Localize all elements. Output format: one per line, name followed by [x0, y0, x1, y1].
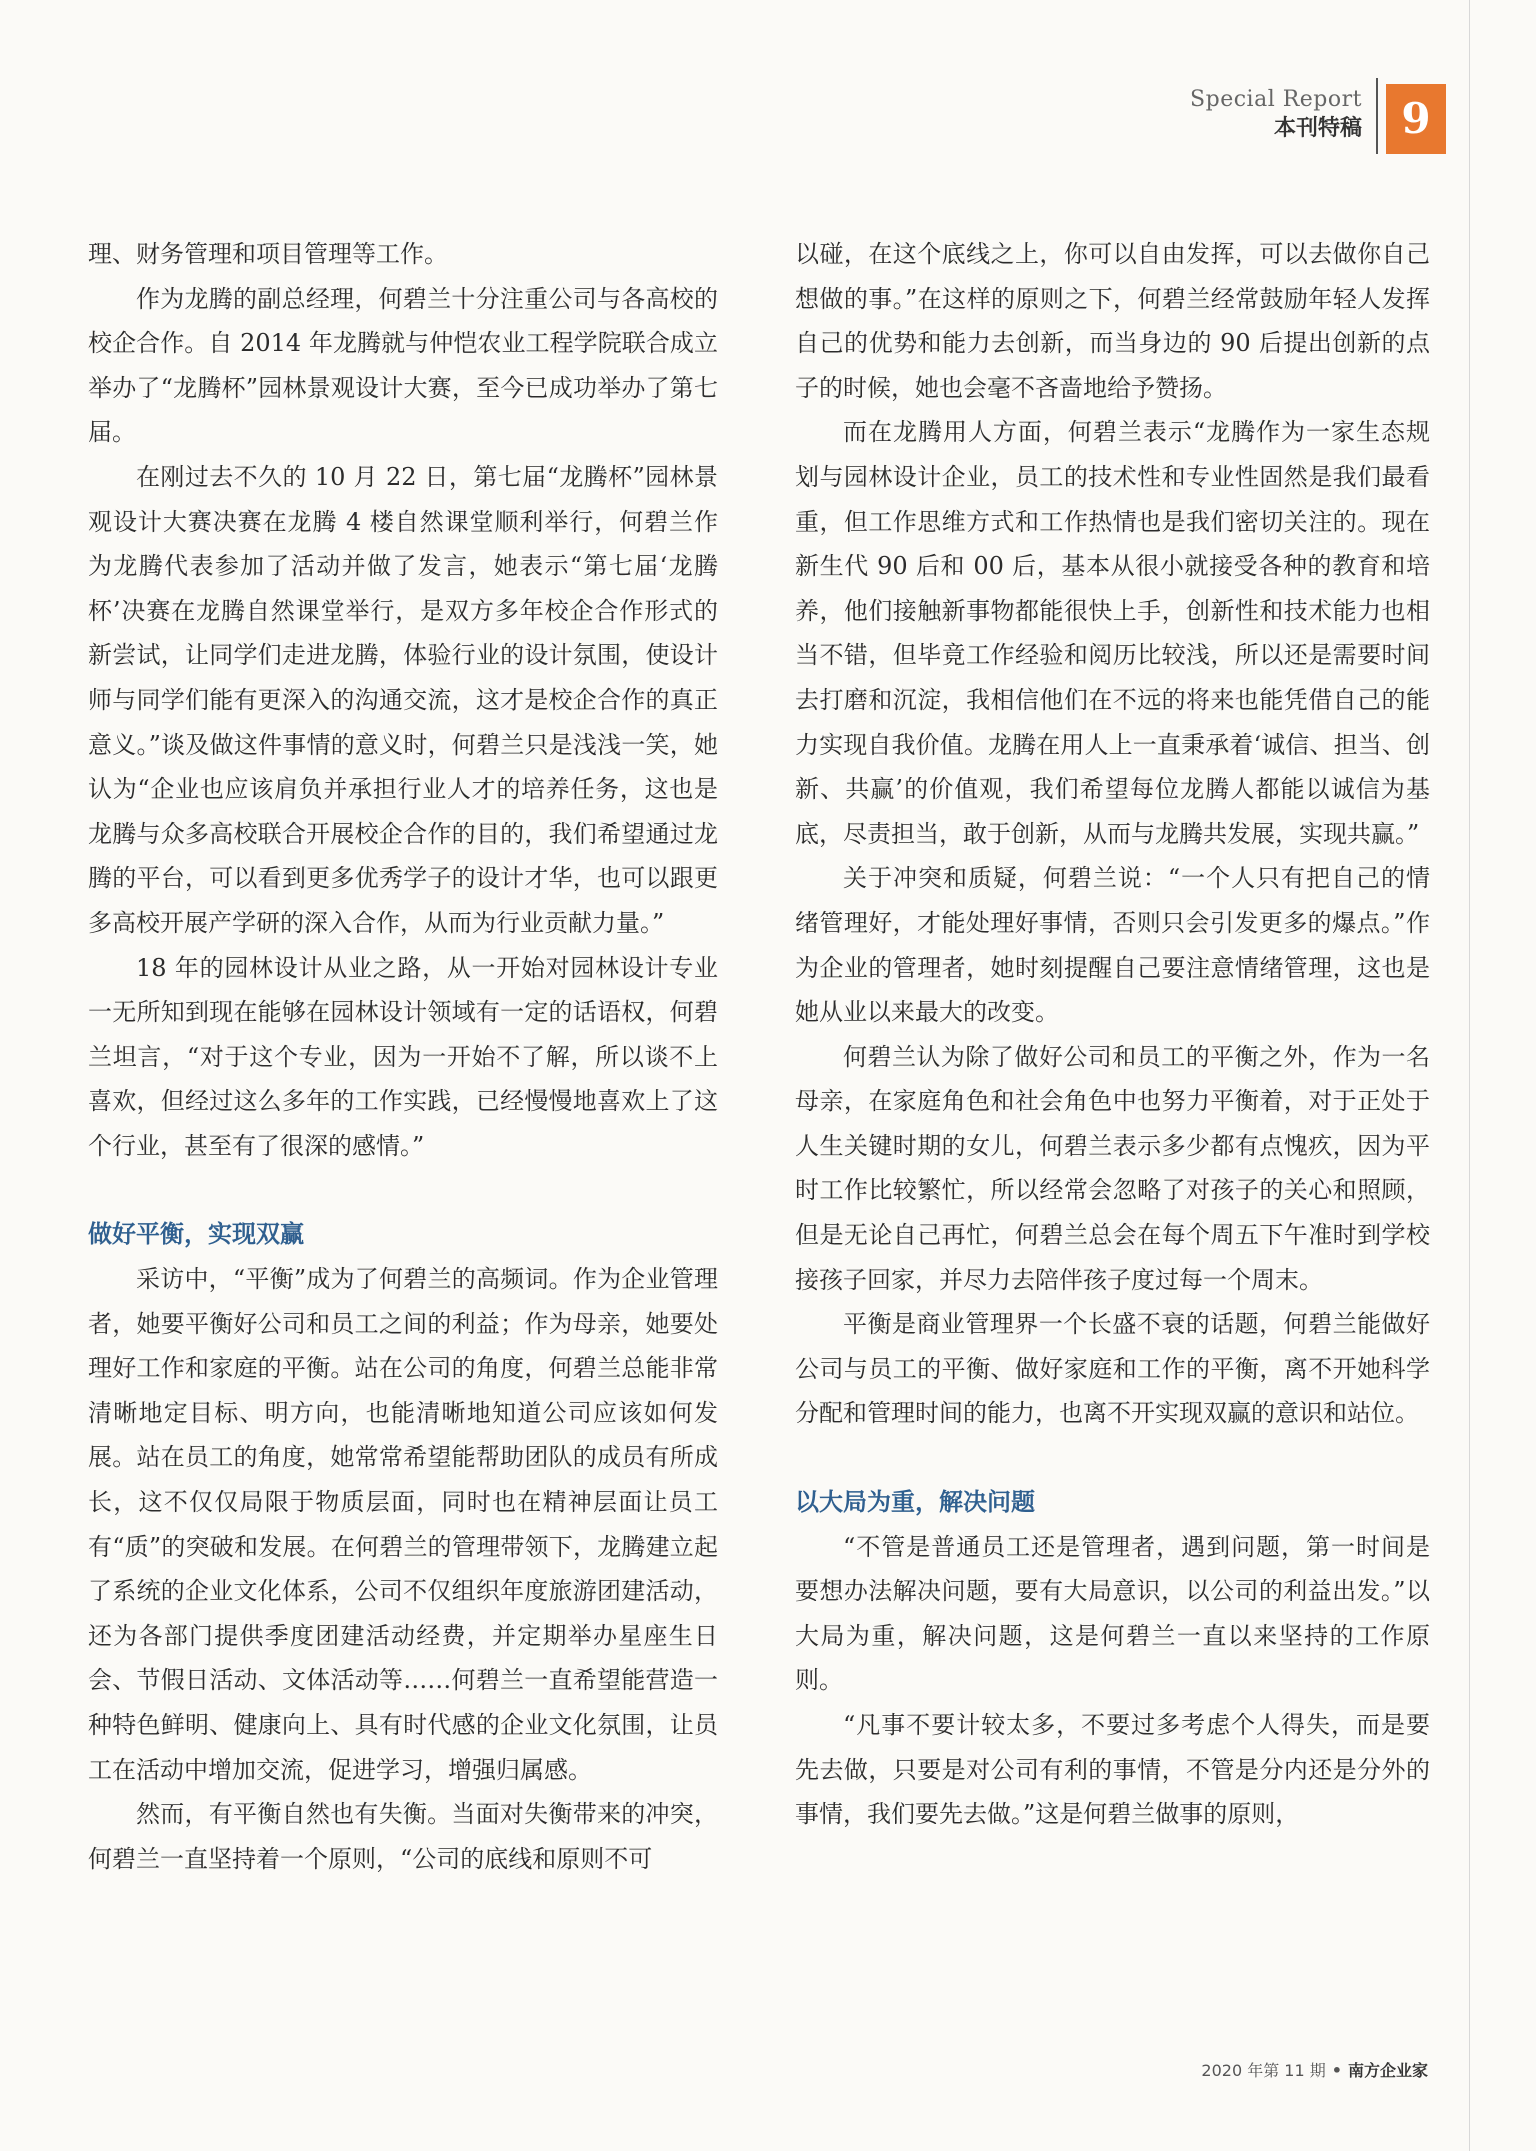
paragraph: 作为龙腾的副总经理，何碧兰十分注重公司与各高校的校企合作。自 2014 年龙腾就与仲恺农业工程学院联合成立举办了“龙腾杯”园林景观设计大赛，至今已成功举办了第七届。 — [88, 284, 718, 447]
paragraph: 然而，有平衡自然也有失衡。当面对失衡带来的冲突，何碧兰一直坚持着一个原则，“公司的底线和原则不可 — [88, 1800, 718, 1873]
footer-separator: • — [1331, 2061, 1342, 2080]
section-heading-big-picture: 以大局为重，解决问题 — [795, 1488, 1035, 1517]
page-edge-line — [1469, 0, 1470, 2151]
section-heading-balance: 做好平衡，实现双赢 — [88, 1220, 304, 1249]
page-header — [1136, 72, 1536, 156]
header-divider — [1376, 78, 1378, 154]
issue-label: 2020 年第 11 期 — [1201, 2061, 1326, 2080]
paragraph: “不管是普通员工还是管理者，遇到问题，第一时间是要想办法解决问题，要有大局意识，以公司的利益出发。”以大局为重，解决问题，这是何碧兰一直以来坚持的工作原则。 — [795, 1532, 1430, 1695]
section-title-en: Special Report — [1190, 87, 1362, 112]
paragraph: “凡事不要计较太多，不要过多考虑个人得失，而是要先去做，只要是对公司有利的事情，不管是分内还是分外的事情，我们要先去做。”这是何碧兰做事的原则， — [795, 1711, 1430, 1829]
paragraph: 何碧兰认为除了做好公司和员工的平衡之外，作为一名母亲，在家庭角色和社会角色中也努力平衡着，对于正处于人生关键时期的女儿，何碧兰表示多少都有点愧疚，因为平时工作比较繁忙，所以经常会忽略了对孩子的关心和照顾，但是无论自己再忙，何碧兰总会在每个周五下午准时到学校接孩子回家，并尽力去陪伴孩子度过每一个周末。 — [795, 1042, 1430, 1294]
paragraph: 关于冲突和质疑，何碧兰说：“一个人只有把自己的情绪管理好，才能处理好事情，否则只会引发更多的爆点。”作为企业的管理者，她时刻提醒自己要注意情绪管理，这也是她从业以来最大的改变。 — [795, 864, 1430, 1027]
paragraph: 在刚过去不久的 10 月 22 日，第七届“龙腾杯”园林景观设计大赛决赛在龙腾 4 楼自然课堂顺利举行，何碧兰作为龙腾代表参加了活动并做了发言，她表示“第七届‘龙腾杯’决赛在龙腾自然课堂举行，是双方多年校企合作形式的新尝试，让同学们走进龙腾，体验行业的设计氛围，使设计师与同学们能有更深入的沟通交流，这才是校企合作的真正意义。”谈及做这件事情的意义时，何碧兰只是浅浅一笑，她认为“企业也应该肩负并承担行业人才的培养任务，这也是龙腾与众多高校联合开展校企合作的目的，我们希望通过龙腾的平台，可以看到更多优秀学子的设计才华，也可以跟更多高校开展产学研的深入合作，从而为行业贡献力量。” — [88, 462, 718, 937]
section-title-cn: 本刊特稿 — [1273, 116, 1362, 141]
paragraph: 理、财务管理和项目管理等工作。 — [88, 240, 448, 268]
right-column — [795, 232, 1430, 1837]
paragraph: 采访中，“平衡”成为了何碧兰的高频词。作为企业管理者，她要平衡好公司和员工之间的利益；作为母亲，她要处理好工作和家庭的平衡。站在公司的角度，何碧兰总能非常清晰地定目标、明方向，也能清晰地知道公司应该如何发展。站在员工的角度，她常常希望能帮助团队的成员有所成长，这不仅仅局限于物质层面，同时也在精神层面让员工有“质”的突破和发展。在何碧兰的管理带领下，龙腾建立起了系统的企业文化体系，公司不仅组织年度旅游团建活动，还为各部门提供季度团建活动经费，并定期举办星座生日会、节假日活动、文体活动等……何碧兰一直希望能营造一种特色鲜明、健康向上、具有时代感的企业文化氛围，让员工在活动中增加交流，促进学习，增强归属感。 — [88, 1265, 718, 1784]
magazine-name: 南方企业家 — [1347, 2061, 1428, 2080]
page-number: 9 — [1386, 84, 1446, 154]
left-column — [88, 232, 718, 1881]
page-footer — [1201, 2058, 1428, 2081]
paragraph: 而在龙腾用人方面，何碧兰表示“龙腾作为一家生态规划与园林设计企业，员工的技术性和专业性固然是我们最看重，但工作思维方式和工作热情也是我们密切关注的。现在新生代 90 后和 00 后，基本从很小就接受各种的教育和培养，他们接触新事物都能很快上手，创新性和技术能力也相当不错，但毕竟工作经验和阅历比较浅，所以还是需要时间去打磨和沉淀，我相信他们在不远的将来也能凭借自己的能力实现自我价值。龙腾在用人上一直秉承着‘诚信、担当、创新、共赢’的价值观，我们希望每位龙腾人都能以诚信为基底，尽责担当，敢于创新，从而与龙腾共发展，实现共赢。” — [795, 418, 1430, 848]
paragraph: 18 年的园林设计从业之路，从一开始对园林设计专业一无所知到现在能够在园林设计领域有一定的话语权，何碧兰坦言，“对于这个专业，因为一开始不了解，所以谈不上喜欢，但经过这么多年的工作实践，已经慢慢地喜欢上了这个行业，甚至有了很深的感情。” — [88, 953, 718, 1160]
paragraph: 平衡是商业管理界一个长盛不衰的话题，何碧兰能做好公司与员工的平衡、做好家庭和工作的平衡，离不开她科学分配和管理时间的能力，也离不开实现双赢的意识和站位。 — [795, 1310, 1430, 1428]
paragraph: 以碰，在这个底线之上，你可以自由发挥，可以去做你自己想做的事。”在这样的原则之下，何碧兰经常鼓励年轻人发挥自己的优势和能力去创新，而当身边的 90 后提出创新的点子的时候，她也会毫不吝啬地给予赞扬。 — [795, 240, 1430, 402]
section-title — [1190, 86, 1362, 144]
